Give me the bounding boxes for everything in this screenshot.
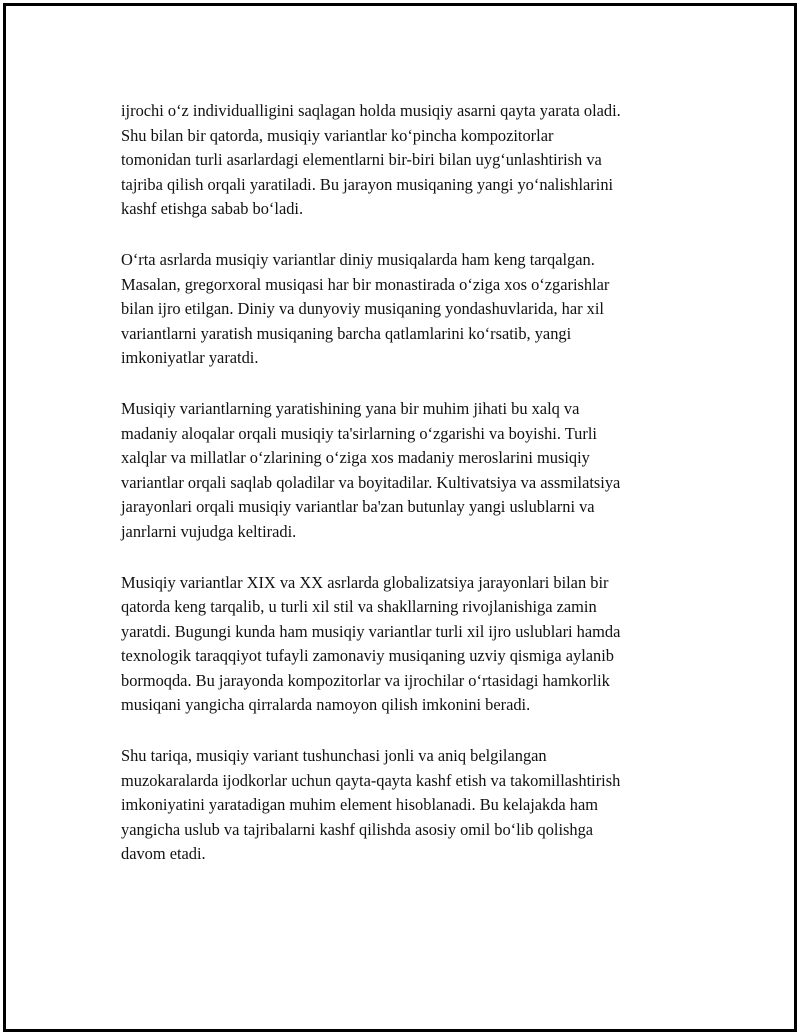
text-line: imkoniyatlar yaratdi.: [121, 348, 259, 368]
paragraph-1: [121, 99, 696, 222]
text-line: Shu bilan bir qatorda, musiqiy variantlar ko‘pincha kompozitorlar: [121, 125, 554, 145]
text-line: muzokaralarda ijodkorlar uchun qayta-qayta kashf etish va takomillashtirish: [121, 770, 621, 790]
text-line: xalqlar va millatlar o‘zlarining o‘ziga xos madaniy meroslarini musiqiy: [121, 448, 590, 468]
text-line: Musiqiy variantlarning yaratishining yana bir muhim jihati bu xalq va: [121, 398, 580, 418]
text-line: bormoqda. Bu jarayonda kompozitorlar va ijrochilar o‘rtasidagi hamkorlik: [121, 670, 610, 690]
text-line: davom etadi.: [121, 844, 206, 864]
text-line: kashf etishga sabab bo‘ladi.: [121, 199, 304, 219]
text-line: Shu tariqa, musiqiy variant tushunchasi jonli va aniq belgilangan: [121, 746, 547, 766]
paragraph-3: [121, 397, 696, 545]
text-line: texnologik taraqqiyot tufayli zamonaviy musiqaning uzviy qismiga aylanib: [121, 646, 614, 666]
text-line: qatorda keng tarqalib, u turli xil stil va shakllarning rivojlanishiga zamin: [121, 597, 597, 617]
text-line: bilan ijro etilgan. Diniy va dunyoviy musiqaning yondashuvlarida, har xil: [121, 299, 604, 319]
text-line: Musiqiy variantlar XIX va XX asrlarda globalizatsiya jarayonlari bilan bir: [121, 572, 609, 592]
text-line: musiqani yangicha qirralarda namoyon qilish imkonini beradi.: [121, 695, 531, 715]
text-line: tomonidan turli asarlardagi elementlarni bir-biri bilan uyg‘unlashtirish va: [121, 150, 602, 170]
text-line: O‘rta asrlarda musiqiy variantlar diniy musiqalarda ham keng tarqalgan.: [121, 249, 595, 269]
paragraph-5: [121, 744, 696, 867]
page-frame: [3, 3, 797, 1032]
text-line: ijrochi o‘z individualligini saqlagan holda musiqiy asarni qayta yarata oladi.: [121, 101, 621, 120]
text-line: tajriba qilish orqali yaratiladi. Bu jarayon musiqaning yangi yo‘nalishlarini: [121, 174, 614, 194]
paragraph-2: [121, 248, 696, 371]
text-line: yangicha uslub va tajribalarni kashf qilishda asosiy omil bo‘lib qolishga: [121, 819, 594, 839]
text-line: Masalan, gregorxoral musiqasi har bir monastirada o‘ziga xos o‘zgarishlar: [121, 274, 610, 294]
text-line: imkoniyatini yaratadigan muhim element hisoblanadi. Bu kelajakda ham: [121, 795, 599, 815]
text-line: variantlar orqali saqlab qoladilar va boyitadilar. Kultivatsiya va assmilatsiya: [121, 472, 621, 492]
text-line: jarayonlari orqali musiqiy variantlar ba'zan butunlay yangi uslublarni va: [121, 497, 595, 517]
text-line: madaniy aloqalar orqali musiqiy ta'sirlarning o‘zgarishi va boyishi. Turli: [121, 423, 597, 443]
text-line: yaratdi. Bugungi kunda ham musiqiy variantlar turli xil ijro uslublari hamda: [121, 621, 621, 641]
paragraph-4: [121, 571, 696, 719]
text-line: variantlarni yaratish musiqaning barcha qatlamlarini ko‘rsatib, yangi: [121, 323, 572, 343]
text-line: janrlarni vujudga keltiradi.: [121, 521, 297, 541]
document-body: [121, 99, 696, 867]
